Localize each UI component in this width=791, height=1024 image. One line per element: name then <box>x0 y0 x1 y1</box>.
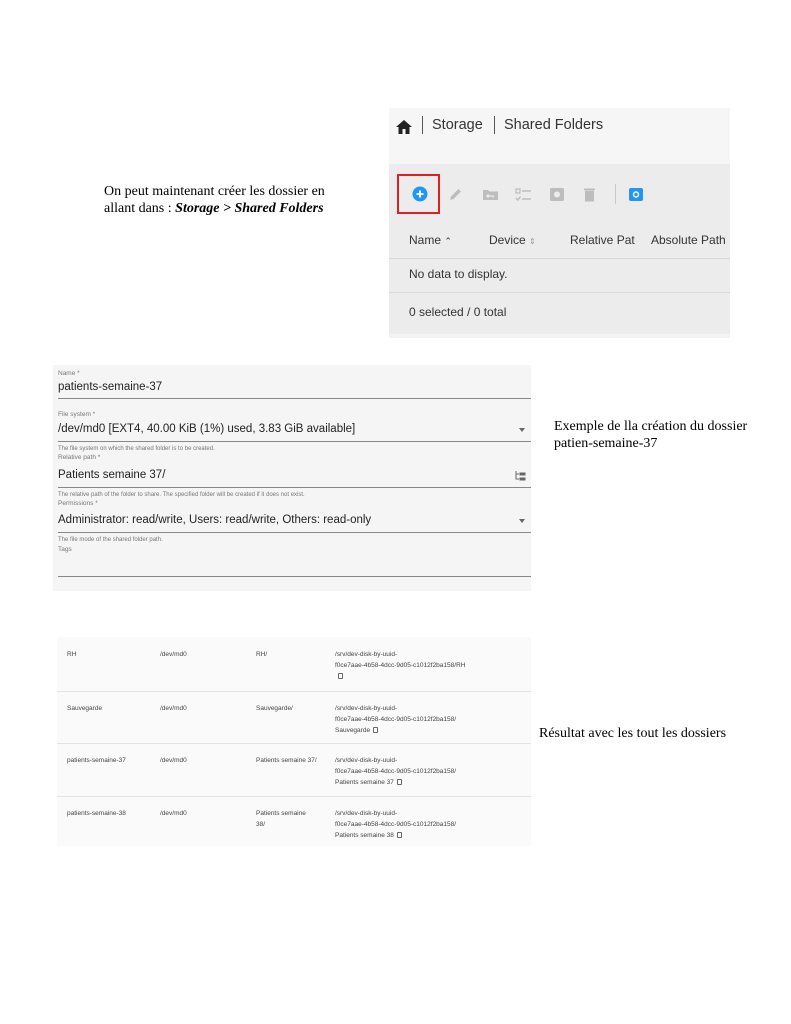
absolute-path-line: f0ce7aae-4b58-4dcc-9d05-c1012f2ba158/ <box>335 716 457 723</box>
folder-name-cell: patients-semaine-38 <box>67 810 126 817</box>
example-caption-line-2: patien-semaine-37 <box>554 436 658 451</box>
absolute-path-cell <box>335 808 456 841</box>
absolute-path-line: f0ce7aae-4b58-4dcc-9d05-c1012f2ba158/ <box>335 768 457 775</box>
filesystem-hint: The file system on which the shared folder is to be created. <box>58 446 215 452</box>
absolute-path-line-text: Patients semaine 37 <box>335 779 394 786</box>
relative-path-cell <box>256 755 317 766</box>
key-folder-icon[interactable] <box>482 188 499 201</box>
name-input[interactable]: patients-semaine-37 <box>58 381 163 393</box>
name-underline <box>58 398 531 399</box>
relative-path-cell <box>256 649 267 660</box>
absolute-path-cell <box>335 755 456 788</box>
breadcrumb <box>389 108 730 164</box>
divider <box>389 258 730 259</box>
table-row[interactable] <box>57 796 531 846</box>
intro-line-2-emphasis: Storage > Shared Folders <box>175 201 324 216</box>
intro-paragraph <box>104 183 384 217</box>
copy-icon[interactable] <box>397 779 402 785</box>
absolute-path-line-text: Patients semaine 38 <box>335 832 394 839</box>
home-icon[interactable] <box>395 118 413 136</box>
example-caption <box>554 418 784 452</box>
example-caption-line-1: Exemple de lla création du dossier <box>554 419 748 434</box>
device-cell: /dev/md0 <box>160 705 187 712</box>
breadcrumb-shared-folders[interactable]: Shared Folders <box>504 117 604 133</box>
checklist-icon[interactable] <box>515 188 532 202</box>
table-row[interactable] <box>57 637 531 691</box>
device-cell: /dev/md0 <box>160 810 187 817</box>
device-cell: /dev/md0 <box>160 757 187 764</box>
relative-path-hint: The relative path of the folder to share. The specified folder will be created if it does not exist. <box>58 492 305 498</box>
filesystem-underline <box>58 441 531 442</box>
table-row[interactable] <box>57 743 531 796</box>
relative-path-line: 38/ <box>256 821 266 828</box>
relative-path-line: Patients semaine 37/ <box>256 757 317 764</box>
permissions-select[interactable]: Administrator: read/write, Users: read/write, Others: read-only <box>58 514 372 526</box>
relative-path-input[interactable]: Patients semaine 37/ <box>58 469 166 481</box>
relative-path-line: Sauvegarde/ <box>256 705 293 712</box>
permissions-hint: The file mode of the shared folder path. <box>58 537 163 543</box>
name-label: Name * <box>58 370 80 377</box>
absolute-path-cell <box>335 703 456 736</box>
permissions-label: Permissions * <box>58 500 98 507</box>
intro-line-2-prefix: allant dans : <box>104 201 176 216</box>
column-header-name[interactable] <box>409 233 452 247</box>
camera-icon[interactable] <box>628 186 644 202</box>
folder-name-cell: patients-semaine-37 <box>67 757 126 764</box>
create-shared-folder-form <box>53 365 531 591</box>
breadcrumb-separator <box>422 116 423 134</box>
absolute-path-line-text: Sauvegarde <box>335 727 371 734</box>
filesystem-dropdown-icon[interactable] <box>519 428 525 432</box>
absolute-path-cell <box>335 649 465 682</box>
relative-path-cell <box>256 808 306 830</box>
trash-icon[interactable] <box>583 187 596 202</box>
relative-path-line: Patients semaine <box>256 810 306 817</box>
column-header-device[interactable] <box>489 233 536 247</box>
permissions-dropdown-icon[interactable] <box>519 519 525 523</box>
result-caption: Résultat avec les tout les dossiers <box>539 726 727 741</box>
folder-tree-icon[interactable] <box>515 470 527 481</box>
filesystem-select[interactable]: /dev/md0 [EXT4, 40.00 KiB (1%) used, 3.83 GiB available] <box>58 423 356 435</box>
breadcrumb-storage[interactable]: Storage <box>432 117 483 133</box>
folder-name-cell: Sauvegarde <box>67 705 103 712</box>
tags-label: Tags <box>58 546 72 553</box>
copy-icon[interactable] <box>373 727 378 733</box>
sort-asc-icon: ⌃ <box>444 236 452 246</box>
edit-icon[interactable] <box>448 187 463 202</box>
absolute-path-line: f0ce7aae-4b58-4dcc-9d05-c1012f2ba158/ <box>335 821 457 828</box>
shared-folders-toolbar-screenshot <box>389 108 730 338</box>
copy-icon[interactable] <box>397 832 402 838</box>
device-cell: /dev/md0 <box>160 651 187 658</box>
folder-name-cell: RH <box>67 651 77 658</box>
absolute-path-line <box>335 777 456 788</box>
absolute-path-line <box>335 830 456 841</box>
permissions-underline <box>58 532 531 533</box>
shared-folders-table <box>57 637 531 846</box>
absolute-path-line <box>335 725 456 736</box>
selection-footer: 0 selected / 0 total <box>409 305 507 319</box>
relative-path-label: Relative path * <box>58 454 101 461</box>
intro-line-2 <box>104 200 384 217</box>
column-header-absolute-path[interactable]: Absolute Path <box>651 233 726 247</box>
tags-underline <box>58 576 531 577</box>
sort-both-icon: ⇕ <box>529 237 536 246</box>
relative-path-line: RH/ <box>256 651 268 658</box>
absolute-path-line <box>335 671 465 682</box>
snapshot-icon[interactable] <box>549 187 565 202</box>
empty-message: No data to display. <box>409 267 508 281</box>
divider <box>389 292 730 293</box>
column-device-label: Device <box>489 233 526 247</box>
relative-path-cell <box>256 703 293 714</box>
absolute-path-line: f0ce7aae-4b58-4dcc-9d05-c1012f2ba158/RH <box>335 662 466 669</box>
filesystem-label: File system * <box>58 411 96 418</box>
relative-path-underline <box>58 487 531 488</box>
add-icon[interactable] <box>412 186 428 202</box>
column-name-label: Name <box>409 233 442 247</box>
absolute-path-line: /srv/dev-disk-by-uuid- <box>335 651 398 658</box>
absolute-path-line: /srv/dev-disk-by-uuid- <box>335 757 398 764</box>
breadcrumb-separator <box>494 116 495 134</box>
toolbar-divider <box>615 184 616 204</box>
absolute-path-line: /srv/dev-disk-by-uuid- <box>335 705 398 712</box>
tags-input[interactable] <box>58 555 531 576</box>
intro-line-1: On peut maintenant créer les dossier en <box>104 184 325 199</box>
table-row[interactable] <box>57 691 531 743</box>
column-header-relative-path[interactable]: Relative Pat <box>570 233 635 247</box>
copy-icon[interactable] <box>338 673 343 679</box>
absolute-path-line: /srv/dev-disk-by-uuid- <box>335 810 398 817</box>
